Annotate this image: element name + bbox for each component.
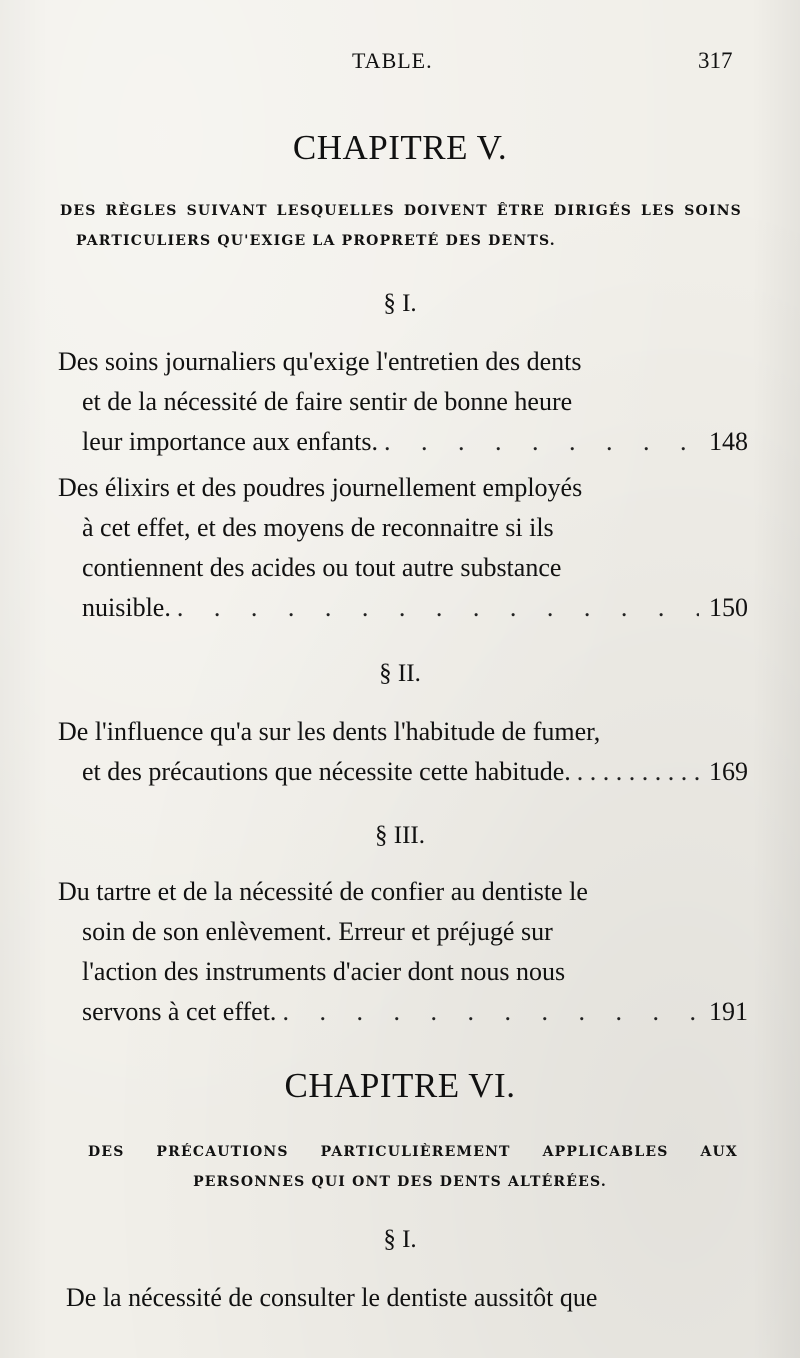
- entry-line: et de la nécessité de faire sentir de bonne heure: [82, 387, 573, 416]
- section-heading-3: § III.: [375, 822, 425, 849]
- entry-line: Des élixirs et des poudres journellement employés: [58, 473, 583, 502]
- entry-last-line: [58, 588, 748, 628]
- entry-page-number: 169: [709, 757, 748, 786]
- entry-page-number: 191: [709, 997, 748, 1026]
- toc-entry: [58, 872, 748, 1032]
- entry-line: soin de son enlèvement. Erreur et préjugé sur: [82, 917, 553, 946]
- chapter-5-subtitle: DES RÈGLES SUIVANT LESQUELLES DOIVENT ÊTRE DIRIGÉS LES SOINS PARTICULIERS QU'EXIGE LA PROPRETÉ DES DENTS.: [60, 203, 742, 249]
- dot-leader: [577, 752, 703, 792]
- toc-entry: [58, 468, 748, 628]
- section-heading-1: § I.: [383, 290, 417, 317]
- toc-entry: [58, 712, 748, 792]
- dot-leader: [384, 422, 699, 462]
- running-head: [0, 48, 800, 78]
- entry-line: à cet effet, et des moyens de reconnaitre si ils: [82, 513, 554, 542]
- entry-line: De la nécessité de consulter le dentiste aussitôt que: [66, 1283, 598, 1312]
- section-heading-2: § II.: [379, 660, 421, 687]
- chapter-6-heading: CHAPITRE VI.: [284, 1066, 516, 1105]
- entry-line: leur importance aux enfants.: [82, 427, 378, 456]
- entry-line: nuisible.: [82, 593, 171, 622]
- entry-line: De l'influence qu'a sur les dents l'habitude de fumer,: [58, 717, 601, 746]
- dot-leader: [282, 992, 699, 1032]
- section-heading-1: § I.: [383, 1226, 417, 1253]
- toc-entry: [58, 342, 748, 462]
- entry-line: Du tartre et de la nécessité de confier au dentiste le: [58, 877, 588, 906]
- entry-last-line: [58, 422, 748, 462]
- entry-line: servons à cet effet.: [82, 997, 277, 1026]
- entry-line: Des soins journaliers qu'exige l'entretien des dents: [58, 347, 582, 376]
- entry-last-line: [58, 752, 748, 792]
- toc-entry: [66, 1278, 756, 1318]
- chapter-6-subtitle-line-2: PERSONNES QUI ONT DES DENTS ALTÉRÉES.: [193, 1174, 607, 1190]
- page-number: 317: [698, 48, 733, 73]
- entry-last-line: [58, 992, 748, 1032]
- dot-leader: [177, 588, 699, 628]
- running-head-title: TABLE.: [352, 48, 433, 73]
- entry-page-number: 148: [709, 427, 748, 456]
- chapter-5-heading: CHAPITRE V.: [292, 128, 508, 167]
- entry-page-number: 150: [709, 593, 748, 622]
- entry-line: et des précautions que nécessite cette habitude.: [82, 757, 571, 786]
- chapter-6-subtitle-line-1: DES PRÉCAUTIONS PARTICULIÈREMENT APPLICABLES AUX: [88, 1144, 738, 1160]
- entry-line: contiennent des acides ou tout autre substance: [82, 553, 562, 582]
- entry-line: l'action des instruments d'acier dont nous nous: [82, 957, 566, 986]
